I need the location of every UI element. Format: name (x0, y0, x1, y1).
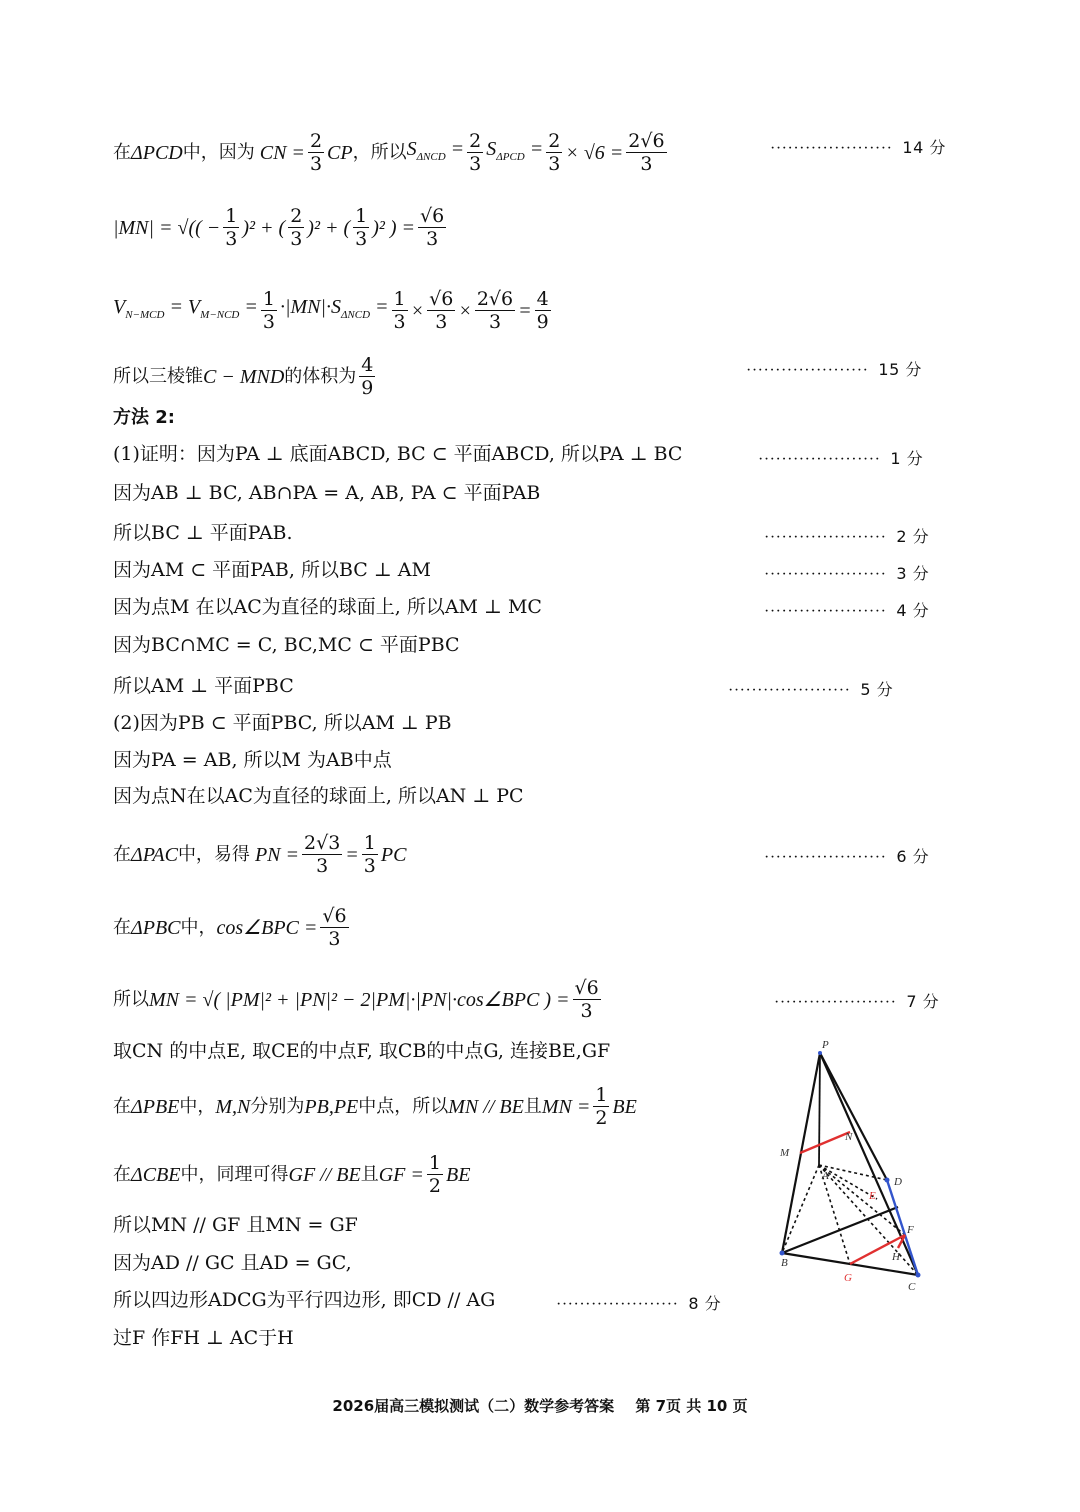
svg-text:A: A (822, 1170, 829, 1182)
proof-line: 因为PA = AB, 所以M 为AB中点 (113, 749, 392, 771)
score-label: 7 分 (906, 992, 940, 1011)
step-pn: 在 ΔPAC 中，易得 PN = $\frac{2√3}{3}$ = $\frac{1}{3}$ PC (113, 832, 407, 877)
svg-text:E: E (869, 1190, 876, 1202)
step-mn-law-of-cosines: 所以 MN = √( |PM|² + |PN|² − 2|PM|·|PN|·cos∠BPC ) = $\frac{√6}{3}$ (113, 977, 599, 1022)
score-label: 3 分 (896, 564, 930, 583)
score-label: 15 分 (878, 360, 922, 379)
score-14 (770, 135, 946, 158)
step-cos: 在 ΔPBC 中， cos∠BPC = $\frac{√6}{3}$ (113, 905, 347, 950)
svg-text:H: H (892, 1251, 900, 1263)
proof-line: 所以MN // GF 且MN = GF (113, 1214, 358, 1236)
proof-line: 所以四边形ADCG为平行四边形, 即CD // AG (113, 1289, 496, 1311)
pyramid-figure (770, 1035, 940, 1295)
step-midline-pbe: 在 ΔPBE 中， M,N 分别为 PB,PE 中点，所以 MN // BE 且 MN = $\frac{1}{2}$ BE (113, 1084, 637, 1129)
score-5 (728, 677, 893, 700)
proof-line: 因为BC∩MC = C, BC,MC ⊂ 平面PBC (113, 634, 460, 656)
svg-text:G: G (844, 1272, 852, 1284)
svg-text:C: C (908, 1281, 916, 1293)
score-dots: ····················· (764, 566, 887, 583)
score-7 (774, 989, 939, 1012)
score-6 (764, 844, 929, 867)
proof-line: 所以BC ⊥ 平面PAB. (113, 522, 293, 544)
svg-text:F: F (907, 1224, 914, 1236)
score-dots: ····················· (728, 682, 851, 699)
svg-text:P: P (822, 1039, 829, 1051)
score-1 (758, 446, 923, 469)
method-heading: 方法 2: (113, 407, 175, 428)
step-mn-length: |MN| = √(( − $\frac{1}{3}$ )² + ( $\frac{2}{3}$ )² + ( $\frac{1}{3}$ )² ) = $\frac{√6}{3}$ (113, 205, 445, 250)
score-8 (556, 1291, 721, 1314)
score-dots: ····················· (764, 849, 887, 866)
footer-title: 2026届高三模拟测试（二）数学参考答案 (332, 1397, 615, 1415)
score-dots: ····················· (774, 994, 897, 1011)
score-label: 8 分 (688, 1294, 722, 1313)
score-dots: ····················· (764, 603, 887, 620)
score-label: 6 分 (896, 847, 930, 866)
score-4 (764, 598, 929, 621)
proof-line: (1)证明：因为PA ⊥ 底面ABCD, BC ⊂ 平面ABCD, 所以PA ⊥ BC (113, 443, 683, 465)
proof-line: 因为AD // GC 且AD = GC, (113, 1252, 352, 1274)
svg-text:B: B (781, 1257, 788, 1269)
proof-line: 因为点M 在以AC为直径的球面上, 所以AM ⊥ MC (113, 596, 542, 618)
score-label: 5 分 (860, 680, 894, 699)
score-2 (764, 524, 929, 547)
step-volume-conclusion: 所以三棱锥 C − MND 的体积为 $\frac{4}{9}$ (113, 354, 374, 399)
proof-line: 因为AB ⊥ BC, AB∩PA = A, AB, PA ⊂ 平面PAB (113, 482, 541, 504)
svg-text:M: M (780, 1147, 790, 1159)
proof-line: 取CN 的中点E, 取CE的中点F, 取CB的中点G, 连接BE,GF (113, 1040, 611, 1062)
proof-line: (2)因为PB ⊂ 平面PBC, 所以AM ⊥ PB (113, 712, 452, 734)
step-area-ncd: 在 ΔPCD 中，因为 CN = $\frac{2}{3}$ CP ，所以 $S_{\Delta NCD}$ = $\frac{2}{3}$ $S_{\Delta PCD}$ = $\frac{2}{3}$ × √6 = $\frac{2√6}{3}$ (113, 130, 665, 175)
score-3 (764, 561, 929, 584)
score-label: 14 分 (902, 138, 946, 157)
svg-text:D: D (894, 1176, 902, 1188)
score-15 (746, 357, 922, 380)
score-label: 1 分 (890, 449, 924, 468)
score-dots: ····················· (764, 529, 887, 546)
score-dots: ····················· (758, 451, 881, 468)
score-label: 4 分 (896, 601, 930, 620)
proof-line: 过F 作FH ⊥ AC于H (113, 1327, 294, 1349)
step-midline-cbe: 在 ΔCBE 中，同理可得 GF // BE 且 GF = $\frac{1}{2}$ BE (113, 1152, 471, 1197)
svg-text:N: N (845, 1131, 853, 1143)
page-footer (0, 1395, 1080, 1416)
footer-page-number: 第 7页 共 10 页 (635, 1397, 748, 1415)
proof-line: 因为AM ⊂ 平面PAB, 所以BC ⊥ AM (113, 559, 431, 581)
proof-line: 所以AM ⊥ 平面PBC (113, 675, 294, 697)
score-dots: ····················· (556, 1296, 679, 1313)
step-volume: $V_{N-MCD} = V_{M-NCD}$ = $\frac{1}{3}$ $\cdot|MN|\cdot S_{\Delta NCD}$ = $\frac{1}{3}$ × $\frac{√6}{3}$ × $\frac{2√6}{3}$ = $\frac{4}{9}$ (113, 288, 549, 333)
score-label: 2 分 (896, 527, 930, 546)
score-dots: ····················· (746, 362, 869, 379)
score-dots: ····················· (770, 140, 893, 157)
proof-line: 因为点N在以AC为直径的球面上, 所以AN ⊥ PC (113, 785, 524, 807)
